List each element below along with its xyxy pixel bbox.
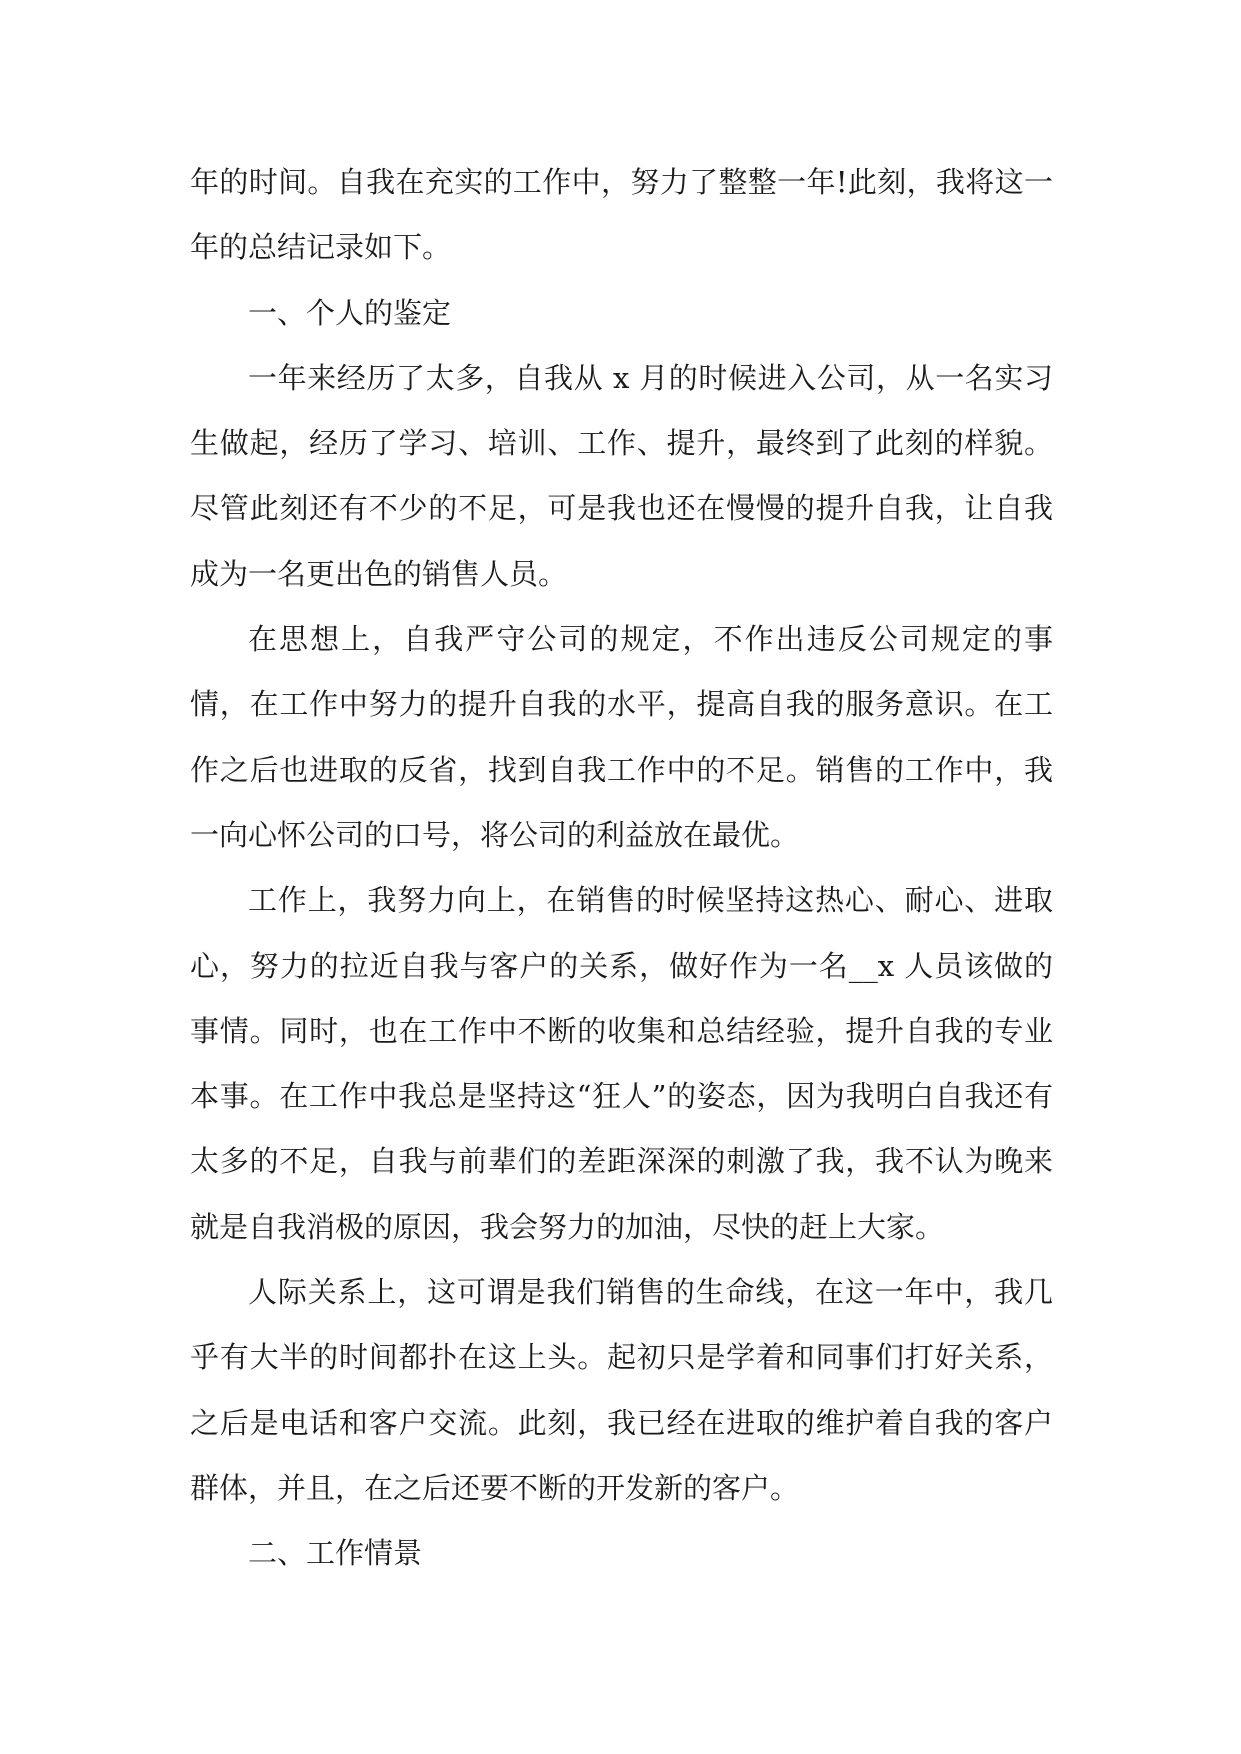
paragraph-thinking: 在思想上，自我严守公司的规定，不作出违反公司规定的事情，在工作中努力的提升自我的水平，提高自我的服务意识。在工作之后也进取的反省，找到自我工作中的不足。销售的工作中，我一向心怀公司的口号，将公司的利益放在最优。: [190, 622, 1053, 852]
document-body: [190, 150, 1053, 1587]
section-heading-1: 一、个人的鉴定: [248, 295, 452, 330]
paragraph-self-assessment: 一年来经历了太多，自我从 x 月的时候进入公司，从一名实习生做起，经历了学习、培训、工作、提升，最终到了此刻的样貌。尽管此刻还有不少的不足，可是我也还在慢慢的提升自我，让自我成为一名更出色的销售人员。: [190, 360, 1053, 591]
paragraph-relationships: 人际关系上，这可谓是我们销售的生命线，在这一年中，我几乎有大半的时间都扑在这上头。起初只是学着和同事们打好关系，之后是电话和客户交流。此刻，我已经在进取的维护着自我的客户群体，并且，在之后还要不断的开发新的客户。: [190, 1275, 1053, 1505]
section-heading-2: 二、工作情景: [248, 1536, 423, 1571]
paragraph-work: 工作上，我努力向上，在销售的时候坚持这热心、耐心、进取心，努力的拉近自我与客户的关系，做好作为一名__x 人员该做的事情。同时，也在工作中不断的收集和总结经验，提升自我的专业本事。在工作中我总是坚持这“狂人”的姿态，因为我明白自我还有太多的不足，自我与前辈们的差距深深的刺激了我，我不认为晚来就是自我消极的原因，我会努力的加油，尽快的赶上大家。: [190, 883, 1053, 1244]
paragraph-intro: 年的时间。自我在充实的工作中，努力了整整一年!此刻，我将这一年的总结记录如下。: [190, 165, 1053, 265]
